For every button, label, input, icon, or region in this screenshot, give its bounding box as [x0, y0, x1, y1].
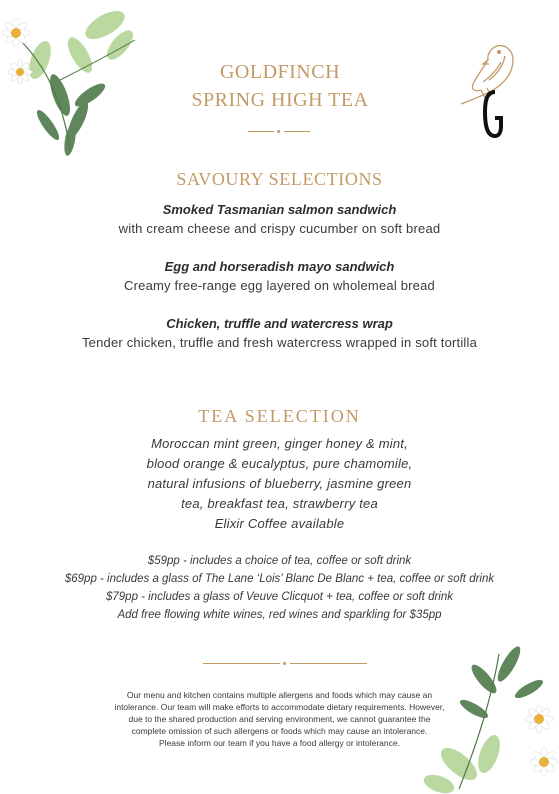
tea-line: Moroccan mint green, ginger honey & mint, — [151, 436, 408, 451]
divider-dot — [283, 662, 286, 665]
price-line: Add free flowing white wines, red wines and sparkling for $35pp — [117, 609, 442, 621]
divider-line — [203, 663, 280, 664]
menu-item-description: with cream cheese and crispy cucumber on soft bread — [118, 221, 441, 236]
goldfinch-bird-logo-icon — [455, 40, 523, 144]
page-title — [150, 58, 410, 114]
price-line: $69pp - includes a glass of The Lane ‘Lois’ Blanc De Blanc + tea, coffee or soft drink — [64, 573, 495, 585]
price-line: $59pp - includes a choice of tea, coffee or soft drink — [147, 555, 412, 567]
tea-line: natural infusions of blueberry, jasmine green — [147, 476, 412, 491]
tea-line: blood orange & eucalyptus, pure chamomile, — [146, 456, 413, 471]
tea-heading: TEA SELECTION — [198, 406, 361, 426]
allergen-notice — [0, 689, 559, 749]
allergen-line: Our menu and kitchen contains multiple allergens and foods which may cause an — [126, 690, 433, 700]
savoury-heading: SAVOURY SELECTIONS — [176, 169, 383, 189]
divider-line — [248, 131, 274, 132]
divider-dot — [277, 130, 280, 133]
tea-line: tea, breakfast tea, strawberry tea — [181, 496, 378, 511]
floral-top-left-icon — [0, 0, 150, 160]
allergen-line: Please inform our team if you have a food allergy or intolerance. — [159, 738, 400, 748]
divider-line — [284, 131, 310, 132]
tea-line: Elixir Coffee available — [214, 516, 345, 531]
allergen-line: due to the shared production and serving environment, we cannot guarantee the — [128, 714, 431, 724]
divider-line — [290, 663, 367, 664]
allergen-line: complete omission of such allergens or foods which may cause an intolerance. — [131, 726, 428, 736]
menu-item-name: Egg and horseradish mayo sandwich — [164, 259, 395, 274]
menu-item-description: Creamy free-range egg layered on wholemeal bread — [124, 278, 435, 293]
menu-item-name: Smoked Tasmanian salmon sandwich — [162, 202, 397, 217]
title-line-2: SPRING HIGH TEA — [191, 89, 369, 111]
price-line: $79pp - includes a glass of Veuve Clicquot + tea, coffee or soft drink — [105, 591, 453, 603]
menu-item-description: Tender chicken, truffle and fresh watercress wrapped in soft tortilla — [81, 335, 478, 350]
title-line-1: GOLDFINCH — [219, 61, 341, 83]
menu-item-name: Chicken, truffle and watercress wrap — [166, 316, 393, 331]
allergen-line: intolerance. Our team will make efforts to accommodate dietary requirements. However, — [114, 702, 445, 712]
